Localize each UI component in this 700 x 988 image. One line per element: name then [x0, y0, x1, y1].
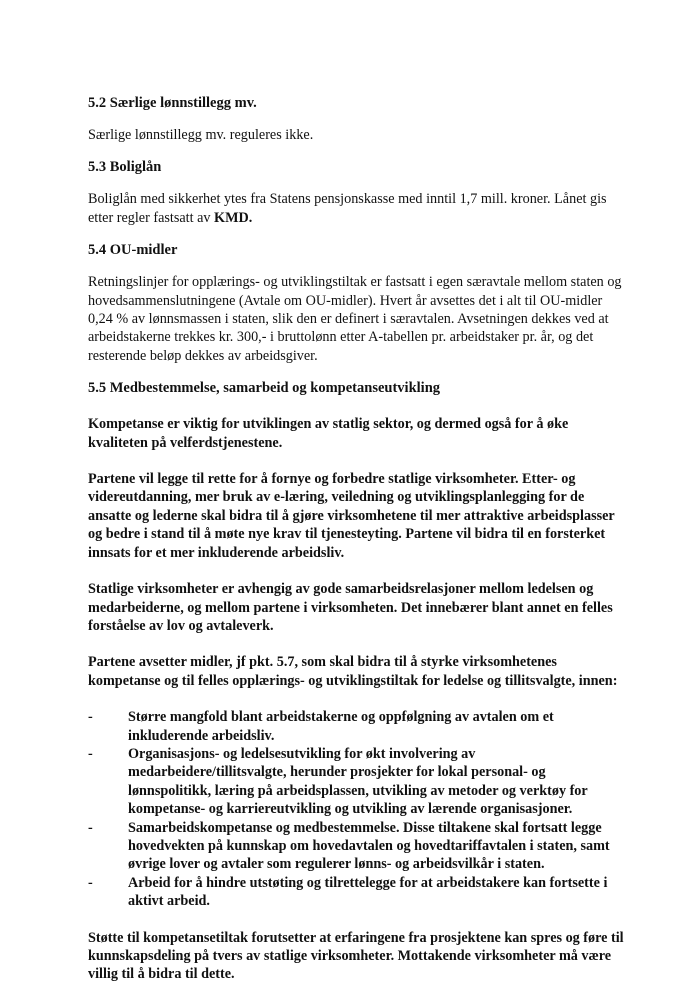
list-item-text: Arbeid for å hindre utstøting og tilrettelegge for at arbeidstakere kan fortsette i aktivt arbeid.	[128, 874, 608, 910]
paragraph-5-5-4: Partene avsetter midler, jf pkt. 5.7, som skal bidra til å styrke virksomhetenes kompetanse og til felles opplærings- og utviklingstiltak for ledelse og tillitsvalgte, innen:	[88, 654, 618, 689]
list-dash: -	[88, 745, 93, 762]
list-dash: -	[88, 819, 93, 836]
document-content	[88, 94, 628, 984]
kmd-abbreviation: KMD.	[214, 209, 253, 226]
paragraph-5-3-text: Boliglån med sikkerhet ytes fra Statens pensjonskasse med inntil 1,7 mill. kroner. Lånet gis etter regler fastsatt av	[88, 191, 607, 226]
list-dash: -	[88, 874, 93, 891]
paragraph-5-5-3: Statlige virksomheter er avhengig av gode samarbeidsrelasjoner mellom ledelsen og medarbeiderne, og mellom partene i virksomheten. Det innebærer blant annet en felles forståelse av lov og avtaleverk.	[88, 581, 613, 634]
list-dash: -	[88, 709, 93, 726]
list-item	[88, 708, 628, 745]
list-item	[88, 819, 628, 874]
list-item-text: Større mangfold blant arbeidstakerne og oppfølgning av avtalen om et inkluderende arbeidsliv.	[128, 709, 554, 744]
paragraph-5-4: Retningslinjer for opplærings- og utviklingstiltak er fastsatt i egen særavtale mellom staten og hovedsammenslutningene (Avtale om OU-midler). Hvert år avsettes det i alt til OU-midler 0,24 % av lønnsmassen i staten, slik den er definert i særavtalen. Avsetningen dekkes ved at arbeidstakerne trekkes kr. 300,- i bruttolønn etter A-tabellen pr. arbeidstaker pr. år, og det resterende beløp dekkes av arbeidsgiver.	[88, 274, 622, 364]
heading-5-2: 5.2 Særlige lønnstillegg mv.	[88, 95, 257, 111]
paragraph-5-5-2: Partene vil legge til rette for å fornye og forbedre statlige virksomheter. Etter- og videreutdanning, mer bruk av e-læring, veiledning og utviklingsplanlegging for de ansatte og lederne skal bidra til å gjøre virksomhetene til mer attraktive arbeidsplasser og bedre i stand til å møte nye krav til tjenesteyting. Partene vil bidra til en forsterket innsats for et mer inkluderende arbeidsliv.	[88, 471, 615, 561]
heading-5-3: 5.3 Boliglån	[88, 159, 162, 176]
heading-5-4: 5.4 OU-midler	[88, 242, 178, 259]
list-item	[88, 874, 628, 911]
list-item	[88, 745, 628, 819]
paragraph-5-3	[88, 190, 628, 227]
paragraph-5-5-1: Kompetanse er viktig for utviklingen av statlig sektor, og dermed også for å øke kvaliteten på velferdstjenestene.	[88, 416, 569, 451]
list-item-text: Samarbeidskompetanse og medbestemmelse. Disse tiltakene skal fortsatt legge hovedvekten på kunnskap om hovedavtalen og hovedtariffavtalen i staten, samt øvrige lover og avtaler som regulerer lønns- og arbeidsvilkår i staten.	[128, 819, 610, 873]
list-item-text: Organisasjons- og ledelsesutvikling for økt involvering av medarbeidere/tillitsvalgte, herunder prosjekter for lokal personal- og lønnspolitikk, læring på arbeidsplassen, utvikling av metoder og verktøy for kompetanse- og karriereutvikling og utvikling av lærende organisasjoner.	[128, 745, 588, 818]
measures-list	[88, 708, 628, 910]
heading-5-5: 5.5 Medbestemmelse, samarbeid og kompetanseutvikling	[88, 380, 441, 397]
paragraph-5-5-5: Støtte til kompetansetiltak forutsetter at erfaringene fra prosjektene kan spres og føre til kunnskapsdeling på tvers av statlige virksomheter. Mottakende virksomheter må være villig til å bidra til dette.	[88, 929, 624, 983]
paragraph-5-2: Særlige lønnstillegg mv. reguleres ikke.	[88, 127, 314, 143]
